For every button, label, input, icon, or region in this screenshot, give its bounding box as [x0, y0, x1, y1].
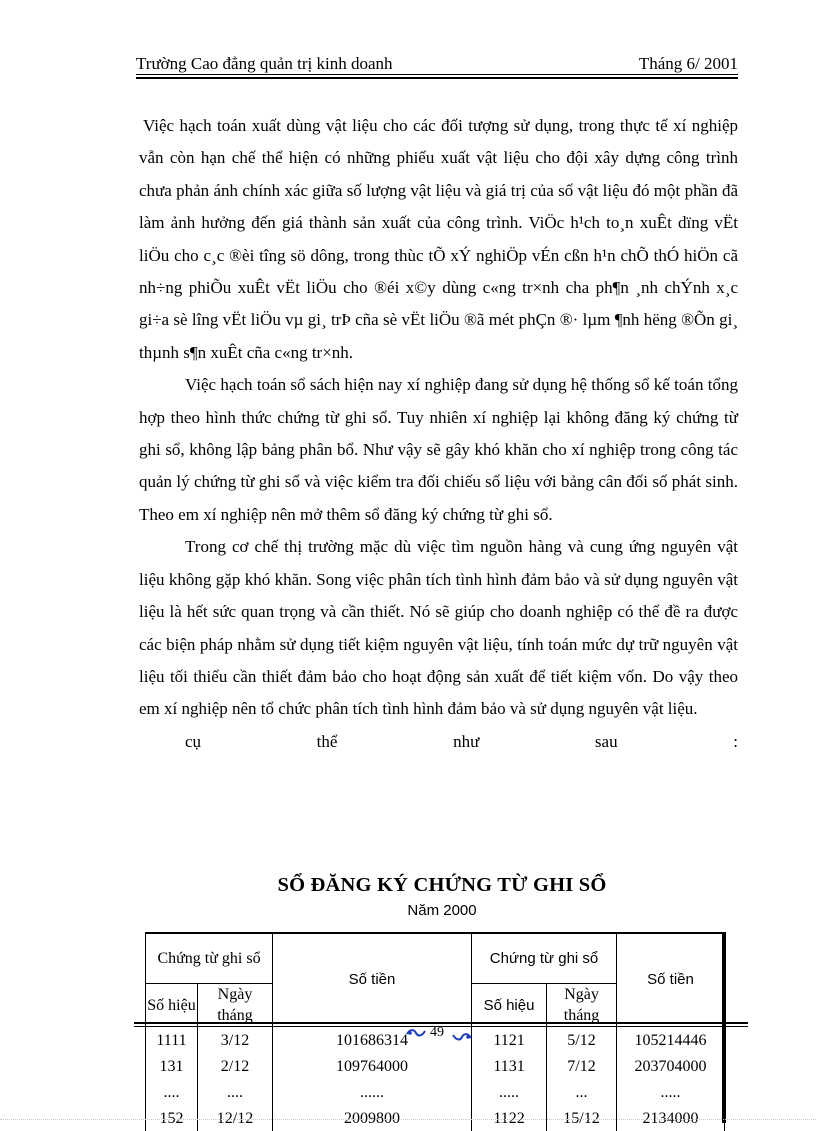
cell: 12/12	[198, 1105, 273, 1131]
header-number-left: Số hiệu	[146, 984, 198, 1027]
cell: 2/12	[198, 1053, 273, 1079]
cell: 203704000	[617, 1053, 725, 1079]
cell: 2009800	[273, 1105, 472, 1131]
page-number	[406, 1025, 472, 1045]
register-title: SỔ ĐĂNG KÝ CHỨNG TỪ GHI SỔ	[277, 874, 607, 896]
table-row	[146, 1079, 725, 1105]
cell: 152	[146, 1105, 198, 1131]
header-date-left: Ngày tháng	[198, 984, 273, 1027]
cell: .....	[617, 1079, 725, 1105]
cell: 1111	[146, 1027, 198, 1054]
table-right-border	[722, 932, 726, 1123]
cell: 1122	[472, 1105, 547, 1131]
ornament-right-icon	[452, 1031, 472, 1043]
word: như	[453, 731, 480, 751]
header-rule	[136, 74, 738, 75]
header-number-right: Số hiệu	[472, 984, 547, 1027]
footer-rule	[134, 1022, 748, 1024]
cell: 1131	[472, 1053, 547, 1079]
word: :	[733, 731, 738, 751]
table-row	[146, 1105, 725, 1131]
paragraph-material-issue: Việc hạch toán xuất dùng vật liệu cho các đối tượng sử dụng, trong thực tế xí nghiệp vẫn còn hạn chế thể hiện có những phiếu xuất vật liệu cho đội xây dựng công trình chưa phản ánh chính xác giữa số lượng vật liệu và giá trị của số vật liệu đó một phần đã làm ảnh hưởng đến giá thành sản xuất của công trình. ViÖc h¹ch to¸n xuÊt dïng vËt liÖu cho c¸c ®èi tîng sö dông, trong thùc tÕ xÝ nghiÖp vÉn cßn h¹n chÕ thÓ hiÖn cã nh÷ng phiÕu xuÊt vËt liÖu cho ®éi x©y dùng c«ng tr×nh cha ph¶n ¸nh chÝnh x¸c gi÷a sè lîng vËt liÖu vµ gi¸ trÞ cña sè vËt liÖu ®ã mét phÇn ®· lµm ¶nh hëng ®Õn gi¸ thµnh s¶n xuÊt cña c«ng tr×nh.	[139, 116, 738, 362]
word: sau	[594, 731, 618, 751]
paragraph-analysis: Trong cơ chế thị trường mặc dù việc tìm nguồn hàng và cung ứng nguyên vật liệu không gặp khó khăn. Song việc phân tích tình hình đảm bảo và sử dụng nguyên vật liệu là hết sức quan trọng và cần thiết. Nó sẽ giúp cho doanh nghiệp có thể đề ra được các biện pháp nhằm sử dụng tiết kiệm nguyên vật liệu, tính toán mức dự trữ nguyên vật liệu tối thiểu cần thiết đảm bảo cho hoạt động sản xuất để tiết kiệm vốn. Do vậy theo em xí nghiệp nên tổ chức phân tích tình hình đảm bảo và sử dụng nguyên vật liệu.	[139, 537, 738, 719]
table-top-border	[145, 932, 726, 934]
word: thể	[316, 731, 338, 751]
register-year: Năm 2000	[407, 902, 477, 919]
cell: 7/12	[547, 1053, 617, 1079]
cell: 3/12	[198, 1027, 273, 1054]
cell: ......	[273, 1079, 472, 1105]
cell: 105214446	[617, 1027, 725, 1054]
table-row	[146, 1053, 725, 1079]
header-voucher-left: Chứng từ ghi sổ	[146, 933, 273, 984]
header-amount-left: Số tiền	[273, 933, 472, 1027]
cell: 2134000	[617, 1105, 725, 1131]
table-header-row	[146, 933, 725, 984]
header-voucher-right: Chứng từ ghi sổ	[472, 933, 617, 984]
cell: 1121	[472, 1027, 547, 1054]
header-date: Tháng 6/ 2001	[638, 54, 738, 73]
cell: ....	[146, 1079, 198, 1105]
paragraph-bookkeeping: Việc hạch toán sổ sách hiện nay xí nghiệp đang sử dụng hệ thống sổ kế toán tổng hợp theo hình thức chứng từ ghi sổ. Tuy nhiên xí nghiệp lại không đăng ký chứng từ ghi sổ, không lập bảng phân bổ. Như vậy sẽ gây khó khăn cho xí nghiệp trong công tác quản lý chứng từ ghi sổ và việc kiểm tra đối chiếu số liệu với bảng cân đối số phát sinh. Theo em xí nghiệp nên mở thêm sổ đăng ký chứng từ ghi sổ.	[139, 375, 738, 524]
header-rule-thick	[136, 77, 738, 79]
ornament-left-icon	[406, 1027, 426, 1039]
page-header	[136, 54, 738, 76]
cell: 5/12	[547, 1027, 617, 1054]
page-number-text: 49	[430, 1025, 444, 1040]
cell: ....	[198, 1079, 273, 1105]
header-amount-right: Số tiền	[617, 933, 725, 1027]
cell: 109764000	[273, 1053, 472, 1079]
cell: 101686314	[273, 1027, 472, 1054]
cell: ...	[547, 1079, 617, 1105]
word: cụ	[185, 731, 202, 751]
cell: .....	[472, 1079, 547, 1105]
cell: 131	[146, 1053, 198, 1079]
header-date-right: Ngày tháng	[547, 984, 617, 1027]
header-school-name: Trường Cao đẳng quản trị kinh doanh	[136, 54, 393, 73]
cell: 15/12	[547, 1105, 617, 1131]
paragraph-as-follows	[139, 726, 738, 758]
page-bottom-dotted-line	[0, 1119, 816, 1120]
body-text	[139, 110, 738, 758]
